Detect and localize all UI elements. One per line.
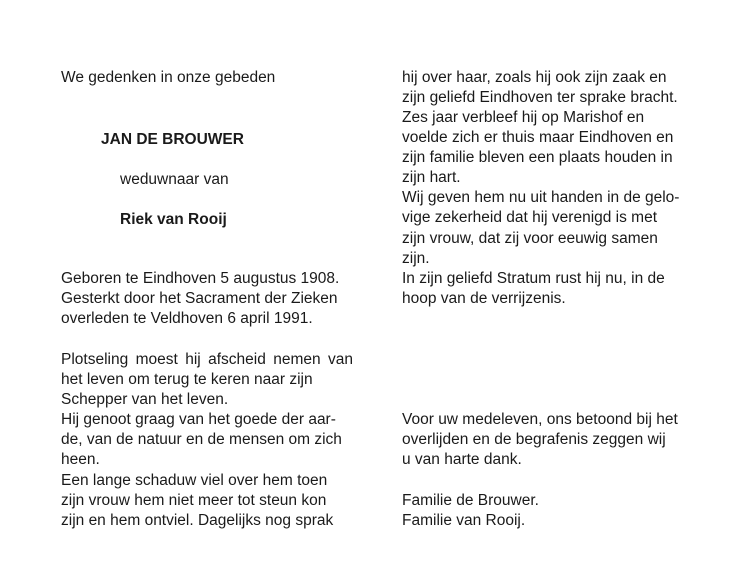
body-line: heen.	[61, 451, 100, 468]
body-line: zijn en hem ontviel. Dagelijks nog sprak	[61, 512, 334, 529]
thanks-line: overlijden en de begrafenis zeggen wij	[402, 431, 666, 448]
card-fold	[367, 0, 368, 585]
birth-line: overleden te Veldhoven 6 april 1991.	[61, 310, 313, 327]
thanks-line: Voor uw medeleven, ons betoond bij het	[402, 411, 678, 428]
body-line: Wij geven hem nu uit handen in de gelo-	[402, 189, 680, 206]
heading: We gedenken in onze gebeden	[61, 69, 276, 86]
body-line: zijn vrouw, dat zij voor eeuwig samen	[402, 230, 658, 247]
body-line: het leven om terug te keren naar zijn	[61, 371, 313, 388]
body-line: zijn vrouw hem niet meer tot steun kon	[61, 492, 327, 509]
body-line: zijn geliefd Eindhoven ter sprake bracht.	[402, 89, 678, 106]
body-line: voelde zich er thuis maar Eindhoven en	[402, 129, 674, 146]
body-line: de, van de natuur en de mensen om zich	[61, 431, 342, 448]
body-line: Zes jaar verbleef hij op Marishof en	[402, 109, 645, 126]
body-line: zijn.	[402, 250, 430, 267]
body-line: Een lange schaduw viel over hem toen	[61, 472, 328, 489]
body-line: hoop van de verrijzenis.	[402, 290, 566, 307]
family-signature: Familie de Brouwer.	[402, 492, 539, 509]
body-line: Schepper van het leven.	[61, 391, 229, 408]
body-line: Hij genoot graag van het goede der aar-	[61, 411, 336, 428]
widower-of-label: weduwnaar van	[120, 171, 229, 188]
body-line: Plotseling moest hij afscheid nemen van	[61, 351, 353, 368]
thanks-line: u van harte dank.	[402, 451, 522, 468]
body-line: zijn familie bleven een plaats houden in	[402, 149, 673, 166]
body-line: In zijn geliefd Stratum rust hij nu, in de	[402, 270, 665, 287]
body-line: zijn hart.	[402, 169, 461, 186]
birth-line: Gesterkt door het Sacrament der Zieken	[61, 290, 338, 307]
spouse-name: Riek van Rooij	[120, 211, 227, 228]
body-line: vige zekerheid dat hij verenigd is met	[402, 209, 658, 226]
family-signature: Familie van Rooij.	[402, 512, 526, 529]
birth-line: Geboren te Eindhoven 5 augustus 1908.	[61, 270, 340, 287]
body-line: hij over haar, zoals hij ook zijn zaak en	[402, 69, 667, 86]
deceased-name: JAN DE BROUWER	[101, 131, 244, 148]
